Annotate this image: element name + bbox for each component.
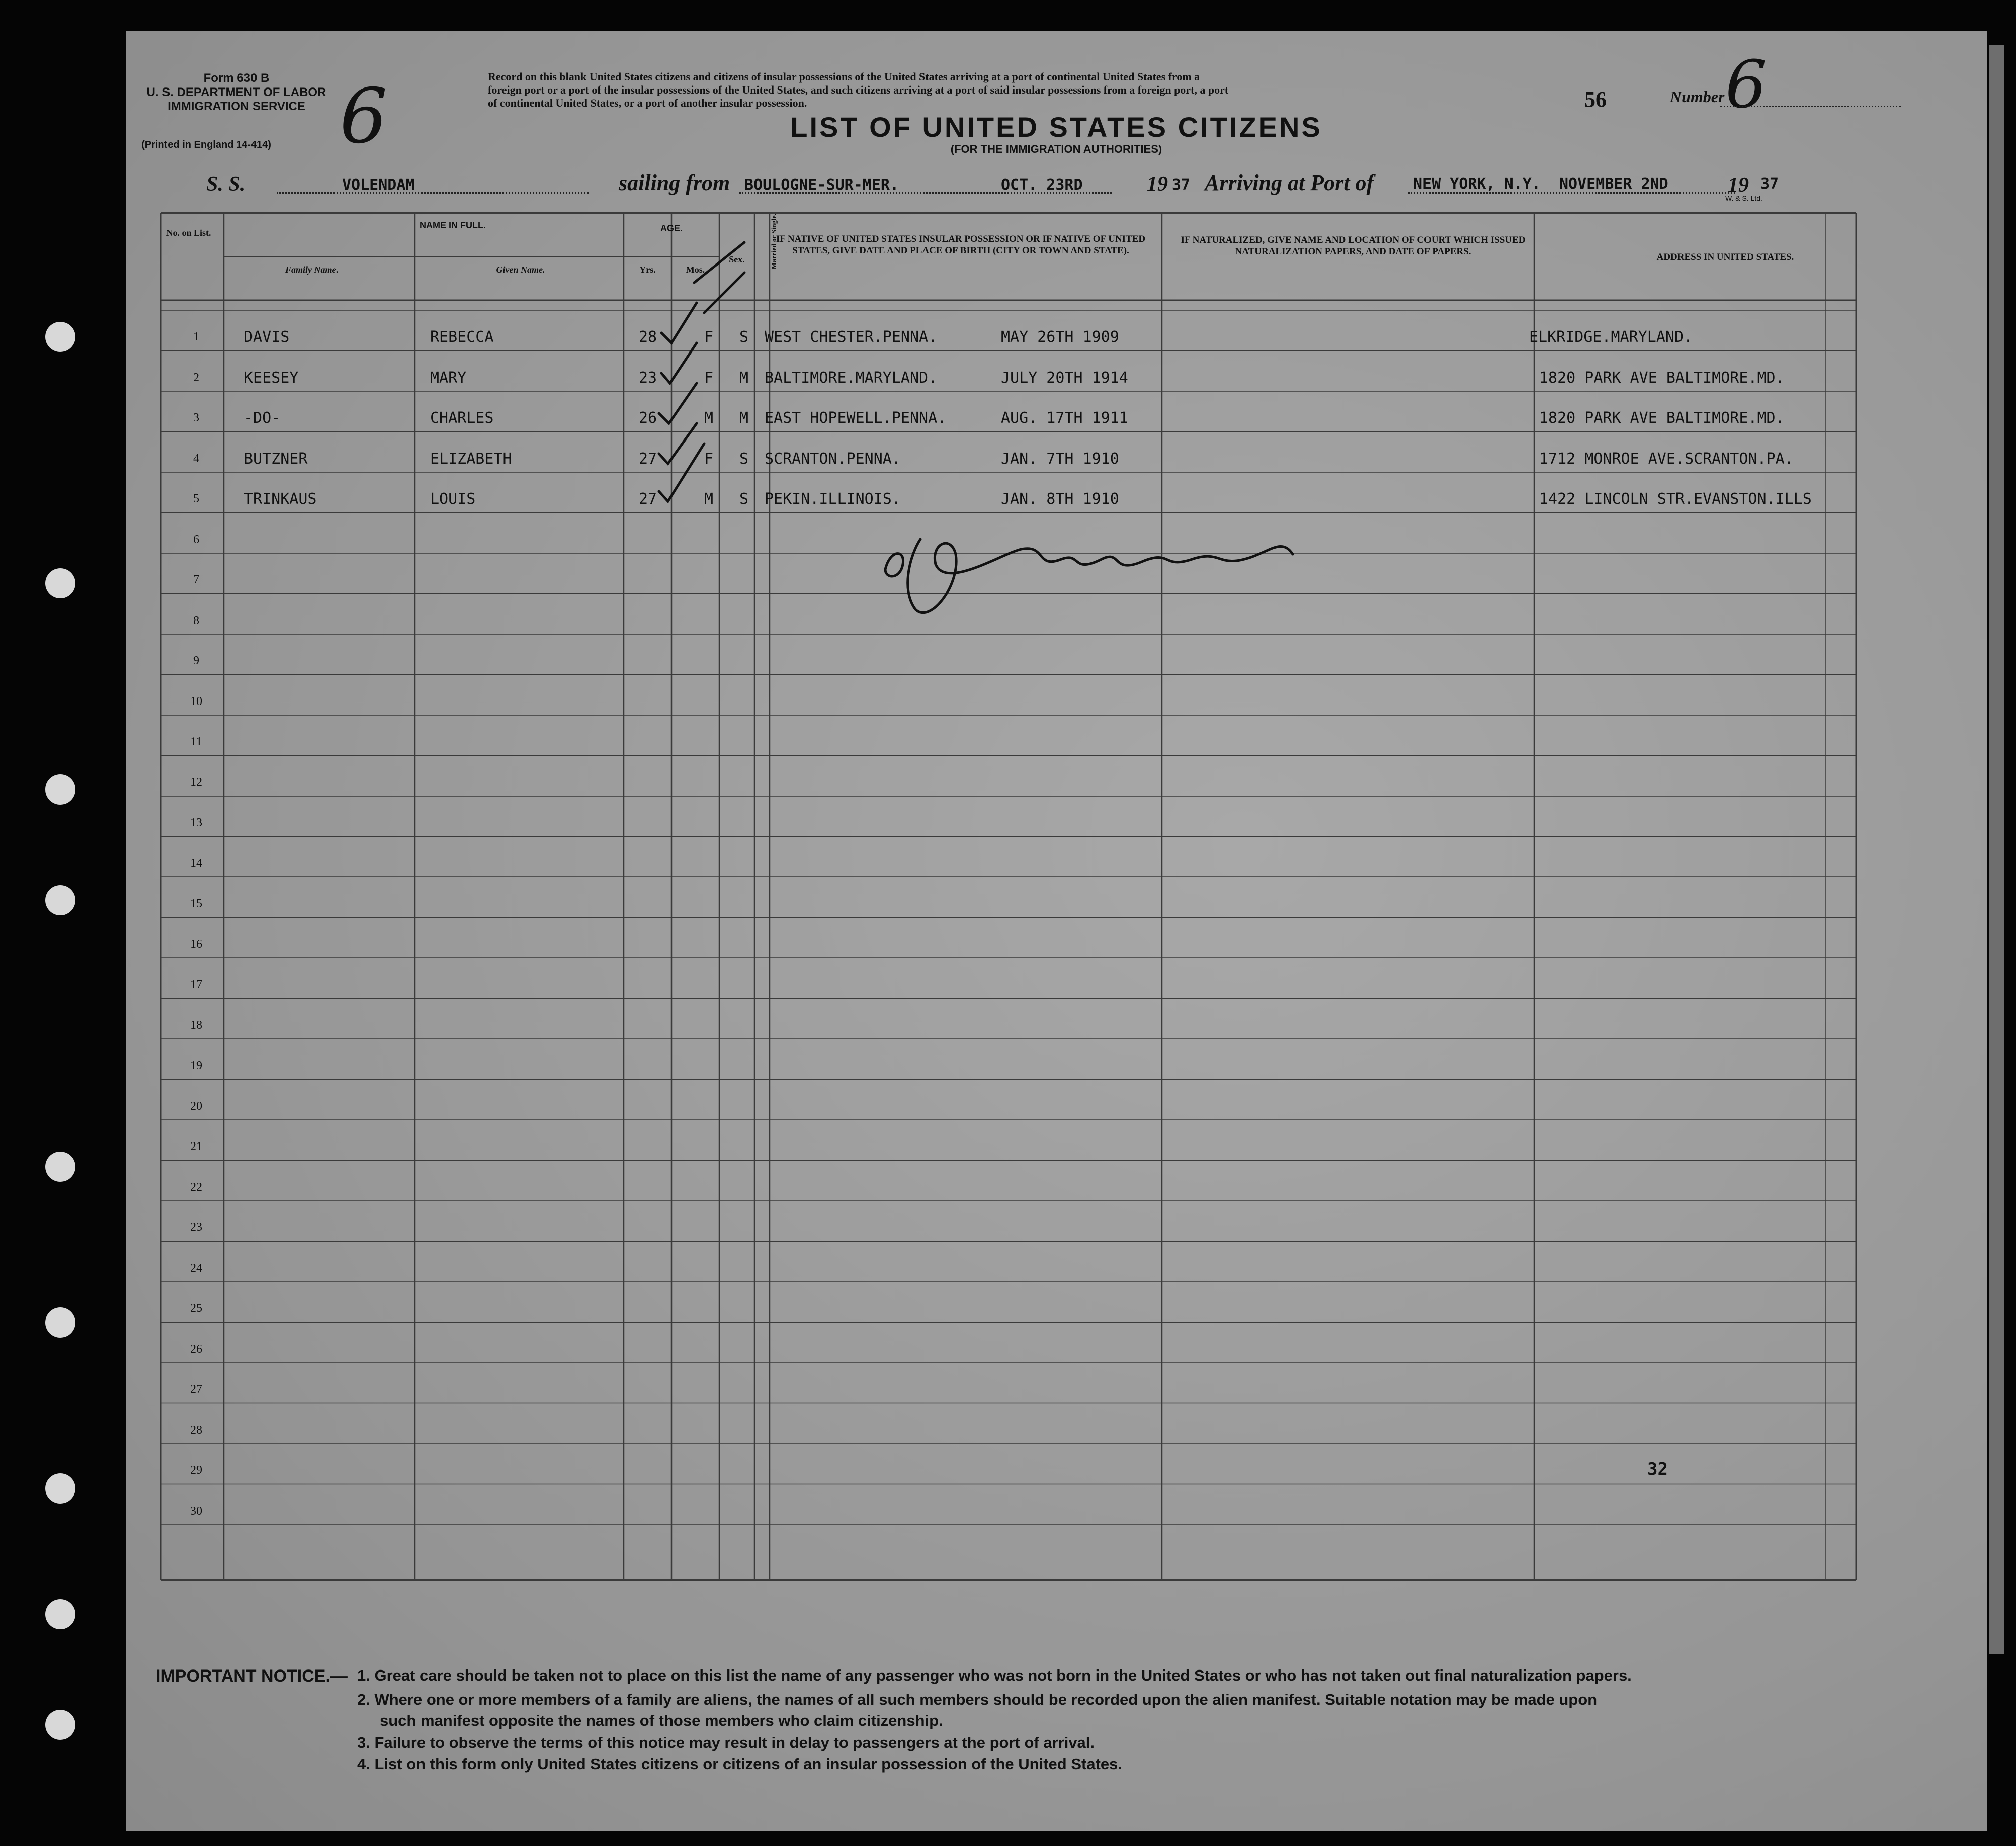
ship-name: VOLENDAM [342, 176, 415, 194]
row-number: 17 [190, 978, 202, 991]
family-name: BUTZNER [244, 450, 308, 468]
row-number: 3 [193, 411, 199, 424]
marital-status: M [739, 409, 749, 427]
birth-date: JAN. 8TH 1910 [1001, 490, 1119, 508]
arrival-port: NEW YORK, N.Y. [1413, 175, 1541, 193]
header-given-name: Given Name. [496, 265, 545, 275]
row-number: 11 [190, 735, 202, 748]
birth-place: EAST HOPEWELL.PENNA. [765, 409, 947, 427]
binder-hole [45, 885, 75, 915]
binder-hole [45, 1307, 75, 1338]
binder-hole [45, 1152, 75, 1182]
given-name: ELIZABETH [430, 450, 512, 468]
row-number: 4 [193, 452, 199, 465]
birth-place: PEKIN.ILLINOIS. [765, 490, 901, 508]
row-number: 19 [190, 1059, 202, 1072]
row-number: 30 [190, 1504, 202, 1518]
notice-item-3: 3. Failure to observe the terms of this notice may result in delay to passengers at the port of arrival. [357, 1734, 1095, 1751]
form-number: Form 630 B [203, 71, 270, 85]
manifest-sheet [126, 31, 1987, 1831]
header-age: AGE. [660, 223, 683, 233]
binder-hole [45, 774, 75, 805]
row-number: 2 [193, 371, 199, 384]
row-number: 28 [190, 1423, 202, 1437]
header-naturalization: IF NATURALIZED, GIVE NAME AND LOCATION OF COURT WHICH ISSUED NATURALIZATION PAPERS, AND DATE OF PAPERS. [1181, 235, 1526, 257]
row-number: 14 [190, 856, 202, 870]
row-number: 12 [190, 775, 202, 789]
family-name: TRINKAUS [244, 490, 317, 508]
from-port: BOULOGNE-SUR-MER. [744, 176, 899, 194]
header-family-name: Family Name. [285, 265, 339, 275]
given-name: MARY [430, 369, 467, 387]
number-value-handwritten: 6 [1725, 46, 1767, 123]
departure-year-suffix: 37 [1172, 176, 1191, 194]
age-years: 27 [639, 450, 657, 468]
row-number: 10 [190, 694, 202, 708]
service: IMMIGRATION SERVICE [167, 100, 305, 113]
marital-status: M [739, 369, 749, 387]
address: 1422 LINCOLN STR.EVANSTON.ILLS [1539, 490, 1812, 508]
birth-date: JAN. 7TH 1910 [1001, 450, 1119, 468]
binder-hole [45, 1599, 75, 1629]
birth-date: JULY 20TH 1914 [1001, 369, 1128, 387]
stray-mark: 32 [1647, 1459, 1668, 1479]
family-name: KEESEY [244, 369, 299, 387]
notice-heading: IMPORTANT NOTICE.— [156, 1666, 348, 1686]
marital-status: S [739, 490, 749, 508]
sailing-label: sailing from [619, 170, 730, 195]
header-sex: Sex. [729, 254, 745, 265]
birth-date: AUG. 17TH 1911 [1001, 409, 1128, 427]
row-number: 1 [193, 330, 199, 343]
sheet-number-handwritten: 6 [340, 73, 388, 160]
address: 1820 PARK AVE BALTIMORE.MD. [1539, 409, 1785, 427]
birth-date: MAY 26TH 1909 [1001, 328, 1119, 346]
record-instructions: Record on this blank United States citizens and citizens of insular possessions of the United States arriving at a port of continental United States from a foreign port or a port of the insular possessions of the United States, and such citizens arriving at a port of said insular possessions from a foreign port, a port of continental United States, or a port of another insular possession. [488, 70, 1229, 109]
age-years: 23 [639, 369, 657, 387]
row-number: 7 [193, 573, 199, 586]
page-title: LIST OF UNITED STATES CITIZENS [790, 111, 1322, 143]
age-years: 26 [639, 409, 657, 427]
row-number: 21 [190, 1140, 202, 1153]
family-name: DAVIS [244, 328, 290, 346]
header-no-on-list: No. on List. [166, 228, 211, 238]
address: 1712 MONROE AVE.SCRANTON.PA. [1539, 450, 1794, 468]
binder-hole [45, 322, 75, 352]
binder-hole [45, 1473, 75, 1504]
sheet-edge [1989, 45, 2004, 1654]
birth-place: SCRANTON.PENNA. [765, 450, 901, 468]
row-number: 13 [190, 816, 202, 829]
address: 1820 PARK AVE BALTIMORE.MD. [1539, 369, 1785, 387]
list-prefix-number: 56 [1584, 87, 1607, 112]
arriving-label: Arriving at Port of [1205, 170, 1374, 195]
row-number: 29 [190, 1464, 202, 1477]
birth-place: BALTIMORE.MARYLAND. [765, 369, 938, 387]
notice-item-2-cont: such manifest opposite the names of those members who claim citizenship. [380, 1712, 943, 1729]
row-number: 15 [190, 897, 202, 910]
ss-label: S. S. [206, 172, 246, 196]
check-marks [126, 31, 1987, 1831]
binder-hole [45, 568, 75, 598]
arrival-year-suffix: 37 [1760, 175, 1779, 193]
marital-status: S [739, 450, 749, 468]
birth-place: WEST CHESTER.PENNA. [765, 328, 938, 346]
printer-mark: W. & S. Ltd. [1725, 194, 1762, 202]
header-age-yrs: Yrs. [639, 265, 656, 275]
row-number: 23 [190, 1221, 202, 1234]
age-years: 27 [639, 490, 657, 508]
marital-status: S [739, 328, 749, 346]
departure-year-prefix: 19 [1147, 172, 1168, 196]
row-number: 8 [193, 613, 199, 627]
row-number: 16 [190, 937, 202, 951]
header-address: ADDRESS IN UNITED STATES. [1656, 252, 1794, 262]
address: ELKRIDGE.MARYLAND. [1529, 328, 1693, 346]
printed-note: (Printed in England 14-414) [141, 139, 271, 150]
row-number: 26 [190, 1342, 202, 1356]
sex: M [704, 409, 714, 427]
binder-hole [45, 1710, 75, 1740]
notice-item-1: 1. Great care should be taken not to place on this list the name of any passenger who was not born in the United States or who has not taken out final naturalization papers. [357, 1666, 1632, 1684]
given-name: REBECCA [430, 328, 494, 346]
family-name: -DO- [244, 409, 281, 427]
notice-item-2: 2. Where one or more members of a family are aliens, the names of all such members should be recorded upon the alien manifest. Suitable notation may be made upon [357, 1691, 1598, 1708]
age-years: 28 [639, 328, 657, 346]
sex: F [704, 328, 714, 346]
arrival-year-prefix: 19 [1728, 173, 1749, 197]
row-number: 6 [193, 533, 199, 546]
number-label: Number [1670, 87, 1725, 106]
row-number: 24 [190, 1261, 202, 1275]
given-name: LOUIS [430, 490, 476, 508]
row-number: 18 [190, 1018, 202, 1032]
row-number: 25 [190, 1302, 202, 1315]
header-age-mos: Mos. [686, 265, 705, 275]
header-married-single: Married or Single. [771, 213, 778, 270]
row-number: 22 [190, 1180, 202, 1194]
sex: F [704, 450, 714, 468]
row-number: 27 [190, 1383, 202, 1396]
given-name: CHARLES [430, 409, 494, 427]
header-birth-place-date: IF NATIVE OF UNITED STATES INSULAR POSSESSION OR IF NATIVE OF UNITED STATES, GIVE DATE AND PLACE OF BIRTH (CITY OR TOWN AND STATE). [776, 234, 1146, 256]
sex: M [704, 490, 714, 508]
row-number: 9 [193, 654, 199, 667]
department: U. S. DEPARTMENT OF LABOR [146, 85, 326, 99]
page-subtitle: (FOR THE IMMIGRATION AUTHORITIES) [950, 143, 1162, 155]
header-name-in-full: NAME IN FULL. [419, 220, 486, 230]
departure-date: OCT. 23RD [1001, 176, 1083, 194]
sex: F [704, 369, 714, 387]
notice-item-4: 4. List on this form only United States citizens or citizens of an insular possession of the United States. [357, 1755, 1122, 1773]
arrival-date: NOVEMBER 2ND [1559, 175, 1668, 193]
row-number: 20 [190, 1099, 202, 1113]
row-number: 5 [193, 492, 199, 505]
inspector-signature-mark [870, 509, 1323, 625]
